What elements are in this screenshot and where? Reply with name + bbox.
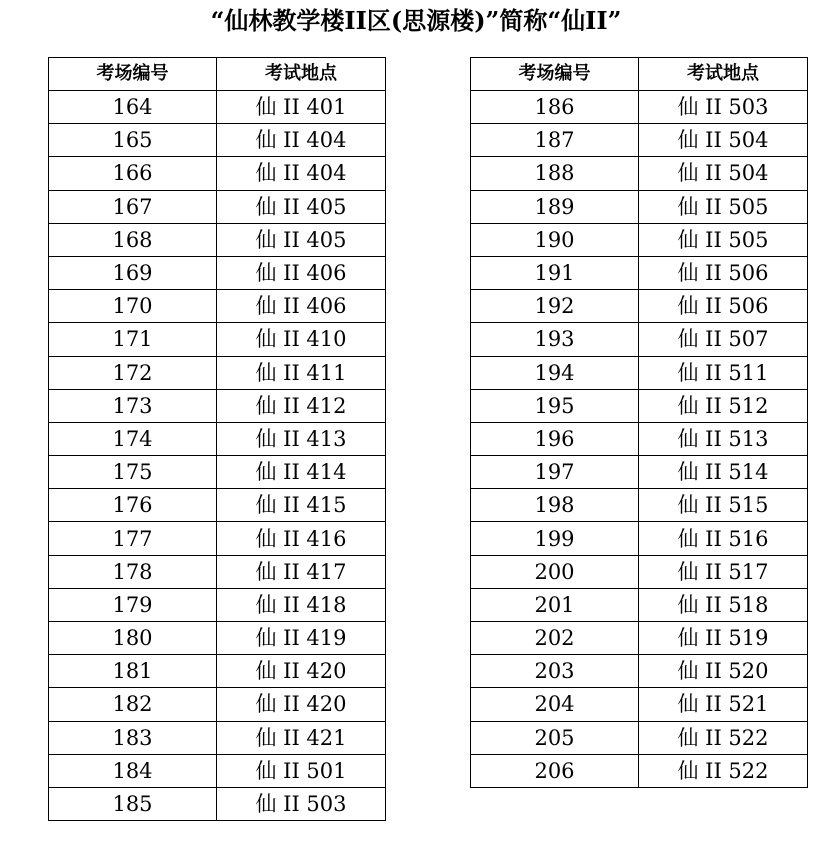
room-number-cell: 201 bbox=[471, 588, 639, 621]
table-row bbox=[471, 323, 808, 356]
room-number-cell: 174 bbox=[49, 422, 217, 455]
table-row bbox=[471, 754, 808, 787]
location-cell: 仙 II 501 bbox=[217, 754, 386, 787]
table-row bbox=[471, 489, 808, 522]
location-cell: 仙 II 404 bbox=[217, 157, 386, 190]
room-number-cell: 175 bbox=[49, 456, 217, 489]
location-cell: 仙 II 411 bbox=[217, 356, 386, 389]
location-cell: 仙 II 401 bbox=[217, 91, 386, 124]
location-cell: 仙 II 520 bbox=[639, 655, 808, 688]
location-cell: 仙 II 511 bbox=[639, 356, 808, 389]
location-cell: 仙 II 513 bbox=[639, 422, 808, 455]
table-row bbox=[49, 323, 386, 356]
table-row bbox=[471, 256, 808, 289]
table-row bbox=[471, 389, 808, 422]
table-row bbox=[49, 721, 386, 754]
location-cell: 仙 II 507 bbox=[639, 323, 808, 356]
table-row bbox=[471, 688, 808, 721]
location-cell: 仙 II 504 bbox=[639, 157, 808, 190]
room-number-cell: 178 bbox=[49, 555, 217, 588]
exam-room-table-left bbox=[48, 57, 386, 821]
location-cell: 仙 II 512 bbox=[639, 389, 808, 422]
column-header-location: 考试地点 bbox=[217, 58, 386, 91]
location-cell: 仙 II 519 bbox=[639, 622, 808, 655]
location-cell: 仙 II 518 bbox=[639, 588, 808, 621]
location-cell: 仙 II 517 bbox=[639, 555, 808, 588]
room-number-cell: 181 bbox=[49, 655, 217, 688]
table-row bbox=[471, 157, 808, 190]
table-row bbox=[49, 555, 386, 588]
column-header-room-no: 考场编号 bbox=[471, 58, 639, 91]
table-row bbox=[471, 223, 808, 256]
location-cell: 仙 II 406 bbox=[217, 290, 386, 323]
room-number-cell: 173 bbox=[49, 389, 217, 422]
room-number-cell: 191 bbox=[471, 256, 639, 289]
table-row bbox=[49, 356, 386, 389]
location-cell: 仙 II 521 bbox=[639, 688, 808, 721]
location-cell: 仙 II 418 bbox=[217, 588, 386, 621]
table-row bbox=[49, 422, 386, 455]
table-row bbox=[49, 290, 386, 323]
room-number-cell: 170 bbox=[49, 290, 217, 323]
room-number-cell: 179 bbox=[49, 588, 217, 621]
location-cell: 仙 II 504 bbox=[639, 124, 808, 157]
column-header-room-no: 考场编号 bbox=[49, 58, 217, 91]
location-cell: 仙 II 522 bbox=[639, 721, 808, 754]
table-row bbox=[471, 555, 808, 588]
table-header-row bbox=[49, 58, 386, 91]
room-number-cell: 168 bbox=[49, 223, 217, 256]
location-cell: 仙 II 416 bbox=[217, 522, 386, 555]
location-cell: 仙 II 522 bbox=[639, 754, 808, 787]
table-row bbox=[49, 389, 386, 422]
table-row bbox=[49, 754, 386, 787]
table-row bbox=[471, 622, 808, 655]
table-row bbox=[49, 256, 386, 289]
location-cell: 仙 II 414 bbox=[217, 456, 386, 489]
room-number-cell: 198 bbox=[471, 489, 639, 522]
location-cell: 仙 II 406 bbox=[217, 256, 386, 289]
room-number-cell: 185 bbox=[49, 787, 217, 820]
location-cell: 仙 II 404 bbox=[217, 124, 386, 157]
location-cell: 仙 II 506 bbox=[639, 256, 808, 289]
page-title: “仙林教学楼II区(思源楼)”简称“仙II” bbox=[210, 6, 622, 35]
room-number-cell: 205 bbox=[471, 721, 639, 754]
location-cell: 仙 II 410 bbox=[217, 323, 386, 356]
location-cell: 仙 II 413 bbox=[217, 422, 386, 455]
table-row bbox=[49, 622, 386, 655]
table-row bbox=[471, 124, 808, 157]
room-number-cell: 171 bbox=[49, 323, 217, 356]
room-number-cell: 169 bbox=[49, 256, 217, 289]
location-cell: 仙 II 503 bbox=[639, 91, 808, 124]
location-cell: 仙 II 516 bbox=[639, 522, 808, 555]
room-number-cell: 196 bbox=[471, 422, 639, 455]
table-row bbox=[49, 688, 386, 721]
location-cell: 仙 II 415 bbox=[217, 489, 386, 522]
room-number-cell: 206 bbox=[471, 754, 639, 787]
room-number-cell: 180 bbox=[49, 622, 217, 655]
table-row bbox=[471, 721, 808, 754]
room-number-cell: 186 bbox=[471, 91, 639, 124]
room-number-cell: 200 bbox=[471, 555, 639, 588]
table-row bbox=[471, 290, 808, 323]
room-number-cell: 183 bbox=[49, 721, 217, 754]
table-row bbox=[49, 787, 386, 820]
table-row bbox=[471, 190, 808, 223]
table-row bbox=[49, 456, 386, 489]
location-cell: 仙 II 420 bbox=[217, 655, 386, 688]
table-header-row bbox=[471, 58, 808, 91]
location-cell: 仙 II 405 bbox=[217, 190, 386, 223]
table-row bbox=[49, 91, 386, 124]
location-cell: 仙 II 505 bbox=[639, 190, 808, 223]
room-number-cell: 194 bbox=[471, 356, 639, 389]
table-row bbox=[471, 655, 808, 688]
table-row bbox=[49, 522, 386, 555]
location-cell: 仙 II 505 bbox=[639, 223, 808, 256]
room-number-cell: 192 bbox=[471, 290, 639, 323]
room-number-cell: 199 bbox=[471, 522, 639, 555]
table-row bbox=[49, 190, 386, 223]
room-number-cell: 193 bbox=[471, 323, 639, 356]
table-row bbox=[471, 422, 808, 455]
room-number-cell: 187 bbox=[471, 124, 639, 157]
table-row bbox=[49, 157, 386, 190]
table-row bbox=[49, 588, 386, 621]
room-number-cell: 166 bbox=[49, 157, 217, 190]
location-cell: 仙 II 515 bbox=[639, 489, 808, 522]
room-number-cell: 189 bbox=[471, 190, 639, 223]
exam-room-table-right bbox=[470, 57, 808, 788]
location-cell: 仙 II 506 bbox=[639, 290, 808, 323]
room-number-cell: 184 bbox=[49, 754, 217, 787]
table-row bbox=[49, 655, 386, 688]
room-number-cell: 203 bbox=[471, 655, 639, 688]
location-cell: 仙 II 417 bbox=[217, 555, 386, 588]
location-cell: 仙 II 419 bbox=[217, 622, 386, 655]
location-cell: 仙 II 412 bbox=[217, 389, 386, 422]
room-number-cell: 204 bbox=[471, 688, 639, 721]
room-number-cell: 172 bbox=[49, 356, 217, 389]
room-number-cell: 177 bbox=[49, 522, 217, 555]
room-number-cell: 164 bbox=[49, 91, 217, 124]
location-cell: 仙 II 405 bbox=[217, 223, 386, 256]
room-number-cell: 182 bbox=[49, 688, 217, 721]
room-number-cell: 165 bbox=[49, 124, 217, 157]
room-number-cell: 167 bbox=[49, 190, 217, 223]
table-row bbox=[471, 588, 808, 621]
location-cell: 仙 II 421 bbox=[217, 721, 386, 754]
column-header-location: 考试地点 bbox=[639, 58, 808, 91]
table-row bbox=[49, 489, 386, 522]
room-number-cell: 195 bbox=[471, 389, 639, 422]
table-row bbox=[471, 356, 808, 389]
location-cell: 仙 II 514 bbox=[639, 456, 808, 489]
location-cell: 仙 II 503 bbox=[217, 787, 386, 820]
room-number-cell: 188 bbox=[471, 157, 639, 190]
table-row bbox=[471, 522, 808, 555]
room-number-cell: 197 bbox=[471, 456, 639, 489]
table-row bbox=[471, 456, 808, 489]
room-number-cell: 176 bbox=[49, 489, 217, 522]
table-row bbox=[49, 124, 386, 157]
table-row bbox=[49, 223, 386, 256]
room-number-cell: 190 bbox=[471, 223, 639, 256]
table-row bbox=[471, 91, 808, 124]
location-cell: 仙 II 420 bbox=[217, 688, 386, 721]
room-number-cell: 202 bbox=[471, 622, 639, 655]
